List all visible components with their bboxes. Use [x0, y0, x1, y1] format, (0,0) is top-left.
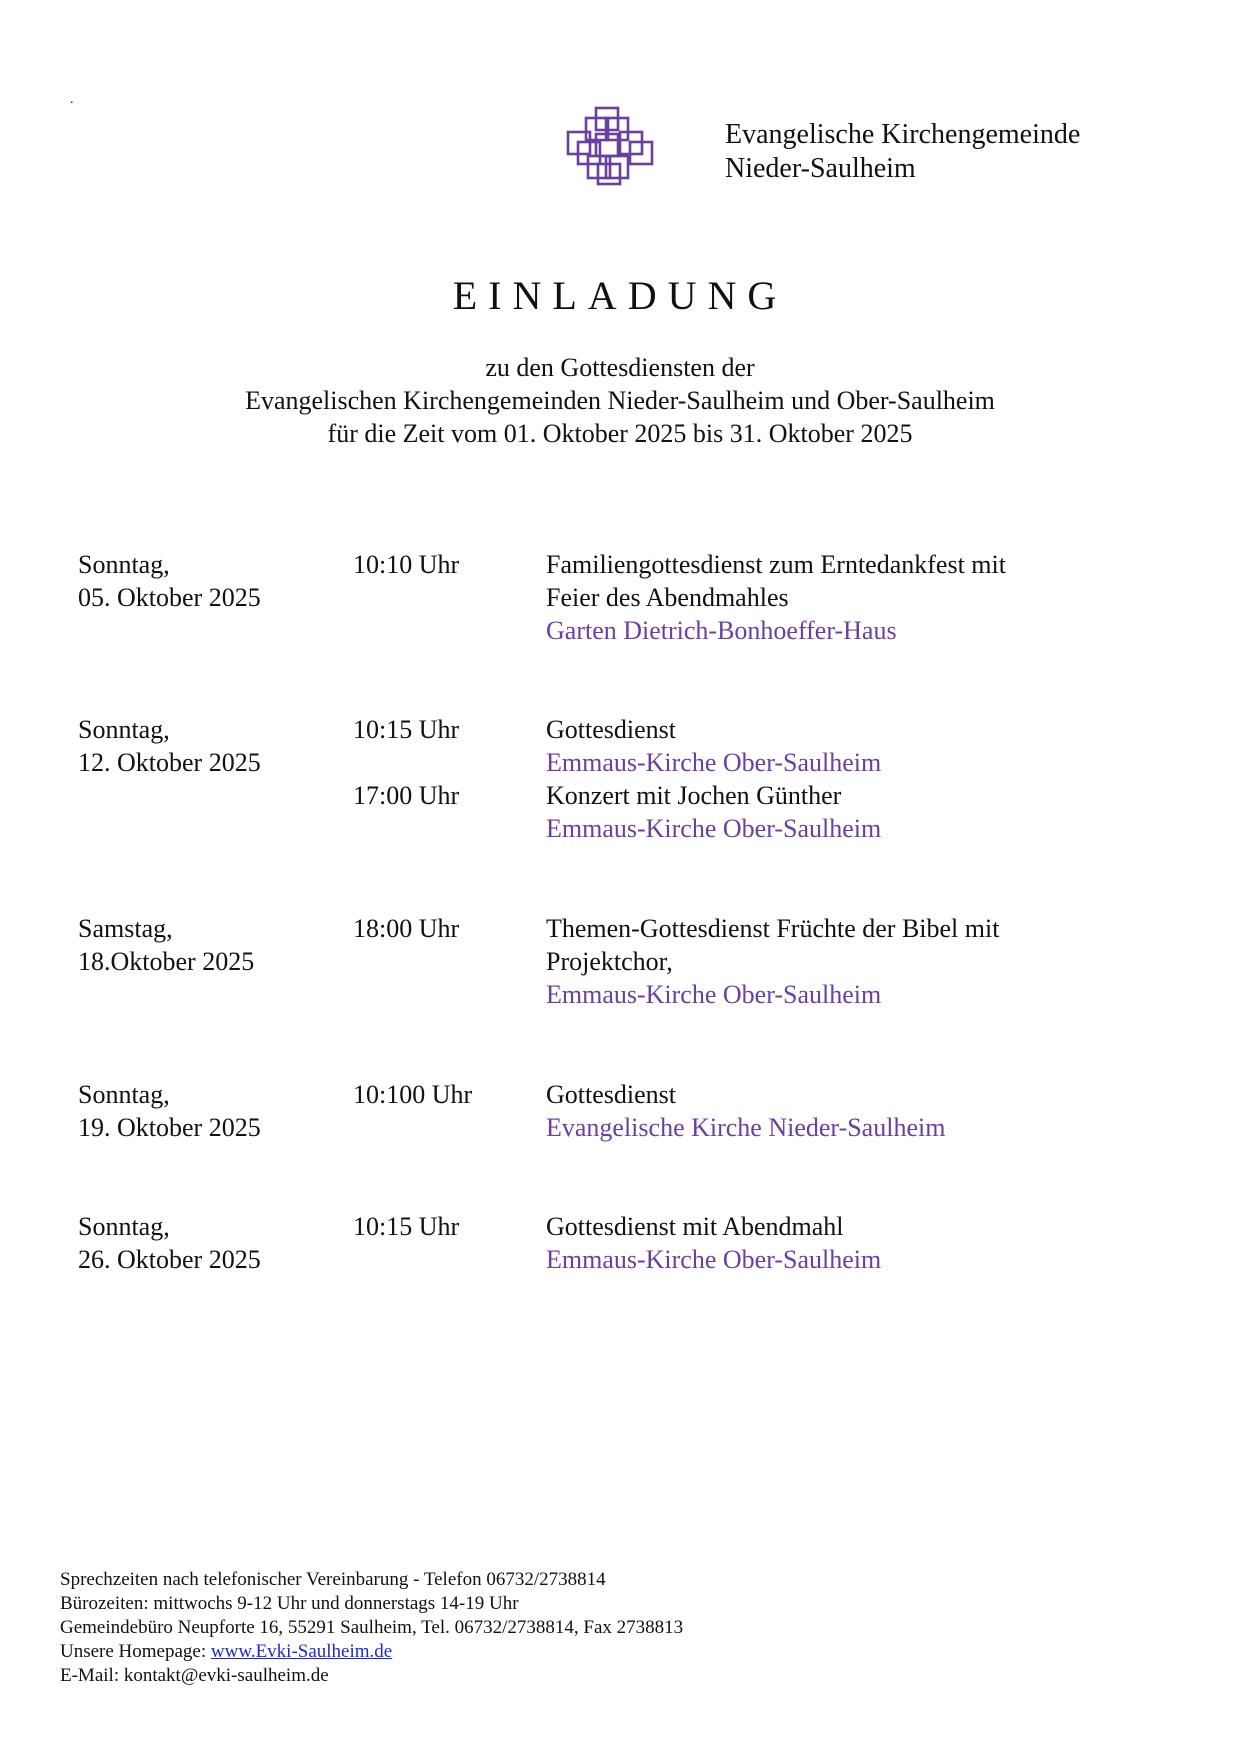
event-location: Garten Dietrich-Bonhoeffer-Haus — [546, 616, 897, 645]
event-date — [78, 1210, 261, 1276]
intro-line1: zu den Gottesdiensten der — [485, 353, 755, 382]
event-time: 10:15 Uhr — [353, 1212, 460, 1241]
intro-line3: für die Zeit vom 01. Oktober 2025 bis 31. Oktober 2025 — [327, 419, 913, 448]
event-time: 10:15 Uhr — [353, 715, 460, 744]
event-title-line: Themen-Gottesdienst Früchte der Bibel mit — [546, 914, 1000, 943]
organization-name — [725, 118, 1080, 186]
event-title-line: Familiengottesdienst zum Erntedankfest mit — [546, 550, 1006, 579]
event-date — [78, 1078, 261, 1144]
footer-office-hours: Bürozeiten: mittwochs 9-12 Uhr und donnerstags 14-19 Uhr — [60, 1593, 519, 1614]
event-day-date: 26. Oktober 2025 — [78, 1245, 261, 1274]
event-time: 17:00 Uhr — [353, 781, 460, 810]
document-title: EINLADUNG — [452, 273, 788, 318]
footer-office-hours-phone: Sprechzeiten nach telefonischer Vereinbarung - Telefon 06732/2738814 — [60, 1569, 606, 1590]
event-date — [78, 912, 254, 978]
intro-text — [0, 351, 1240, 450]
event-location: Emmaus-Kirche Ober-Saulheim — [546, 748, 882, 777]
event-description — [546, 1078, 1146, 1144]
event-description — [546, 548, 1146, 647]
event-title-line: Feier des Abendmahles — [546, 583, 789, 612]
organization-name-line2: Nieder-Saulheim — [725, 153, 916, 184]
event-description — [546, 713, 1146, 779]
event-weekday: Sonntag, — [78, 1212, 170, 1241]
event-time: 10:100 Uhr — [353, 1080, 473, 1109]
organization-name-line1: Evangelische Kirchengemeinde — [725, 119, 1081, 150]
event-date — [78, 713, 261, 779]
stray-dot: . — [70, 92, 74, 107]
event-description — [546, 779, 1146, 845]
footer-contact — [60, 1568, 683, 1688]
footer-homepage-label: Unsere Homepage: — [60, 1641, 211, 1662]
event-day-date: 05. Oktober 2025 — [78, 583, 261, 612]
event-title-line: Gottesdienst — [546, 1080, 676, 1109]
event-location: Evangelische Kirche Nieder-Saulheim — [546, 1113, 946, 1142]
event-weekday: Samstag, — [78, 914, 173, 943]
event-title-line: Konzert mit Jochen Günther — [546, 781, 842, 810]
footer-homepage — [60, 1640, 683, 1664]
footer-address: Gemeindebüro Neupforte 16, 55291 Saulheim, Tel. 06732/2738814, Fax 2738813 — [60, 1617, 684, 1638]
event-day-date: 19. Oktober 2025 — [78, 1113, 261, 1142]
event-title-line: Gottesdienst mit Abendmahl — [546, 1212, 844, 1241]
event-day-date: 12. Oktober 2025 — [78, 748, 261, 777]
event-location: Emmaus-Kirche Ober-Saulheim — [546, 1245, 882, 1274]
event-date — [78, 548, 261, 614]
event-location: Emmaus-Kirche Ober-Saulheim — [546, 814, 882, 843]
interlocking-squares-cross-icon — [566, 106, 654, 186]
event-weekday: Sonntag, — [78, 550, 170, 579]
intro-line2: Evangelischen Kirchengemeinden Nieder-Saulheim und Ober-Saulheim — [245, 386, 995, 415]
footer-email: E-Mail: kontakt@evki-saulheim.de — [60, 1665, 329, 1686]
event-time: 10:10 Uhr — [353, 550, 460, 579]
event-location: Emmaus-Kirche Ober-Saulheim — [546, 980, 882, 1009]
event-description — [546, 912, 1146, 1011]
event-title-line: Projektchor, — [546, 947, 673, 976]
event-weekday: Sonntag, — [78, 1080, 170, 1109]
event-description — [546, 1210, 1146, 1276]
event-weekday: Sonntag, — [78, 715, 170, 744]
homepage-link[interactable]: www.Evki-Saulheim.de — [210, 1641, 393, 1662]
event-day-date: 18.Oktober 2025 — [78, 947, 255, 976]
event-time: 18:00 Uhr — [353, 914, 460, 943]
event-title-line: Gottesdienst — [546, 715, 676, 744]
